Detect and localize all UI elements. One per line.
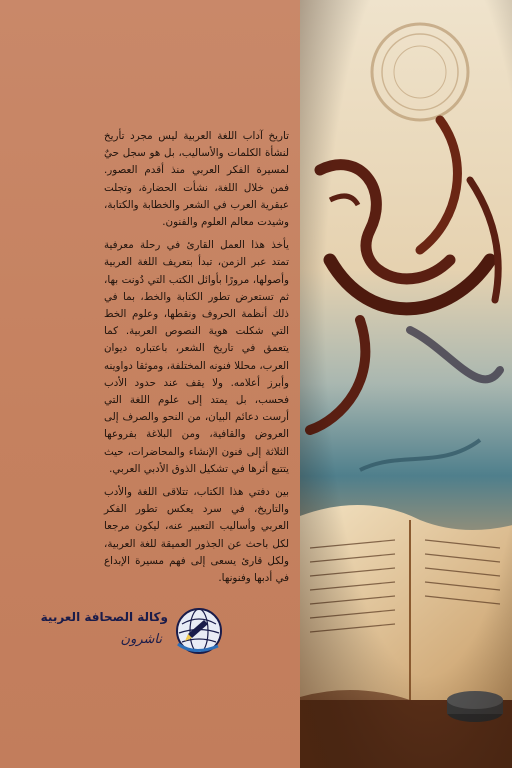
publisher-subtitle: ناشرون <box>120 632 162 647</box>
synopsis-paragraph-3: بين دفتي هذا الكتاب، تتلاقى اللغة والأدب والتاريخ، في سرد يعكس تطور الفكر العربي وأساليب التعبير عنه، ليكون مرجعا لكل باحث عن الجذور العميقة للغة العربية، ولكل قارئ يسعى إلى فهم مسيرة الإبداع في أدبها وفنونها. <box>104 486 289 585</box>
publisher-name: وكالة الصحافة العربية <box>40 610 168 624</box>
globe-pen-logo-icon <box>174 606 224 656</box>
calligraphy-artwork <box>300 0 512 768</box>
synopsis-paragraph-1: تاريخ آداب اللغة العربية ليس مجرد تأريخ لنشأة الكلمات والأساليب، بل هو سجل حيٌ لمسيرة الفكر العربي منذ أقدم العصور. فمن خلال اللغة، نشأت الحضارة، وتجلت عبقرية العرب في الشعر والخطابة والكتابة، وشيدت معالم العلوم والفنون. <box>104 130 289 229</box>
synopsis-text <box>104 128 289 593</box>
publisher-block <box>40 600 232 660</box>
synopsis-paragraph-2: يأخذ هذا العمل القارئ في رحلة معرفية تمتد عبر الزمن، تبدأ بتعريف اللغة العربية وأصولها، مرورًا بأوائل الكتب التي دُونت بها، ثم تستعرض تطور الكتابة والخط، بما في ذلك أنظمة الحروف ونقطها، وعلوم الخط التي شكلت هوية النصوص العربية. كما يتعمق في تاريخ الشعر، باعتباره ديوان العرب، محللا فنونه المختلفة، وموثقا دواوينه وأبرز أعلامه. ولا يقف عند حدود الأدب فحسب، بل يمتد إلى علوم اللغة التي أرست دعائم البيان، من النحو والصرف إلى العروض والقافية، ومن البلاغة بفروعها الثلاثة إلى فنون الإنشاء والمحاضرات، حيث يتتبع أثرها في تشكيل الذوق الأدبي العربي. <box>104 239 289 475</box>
